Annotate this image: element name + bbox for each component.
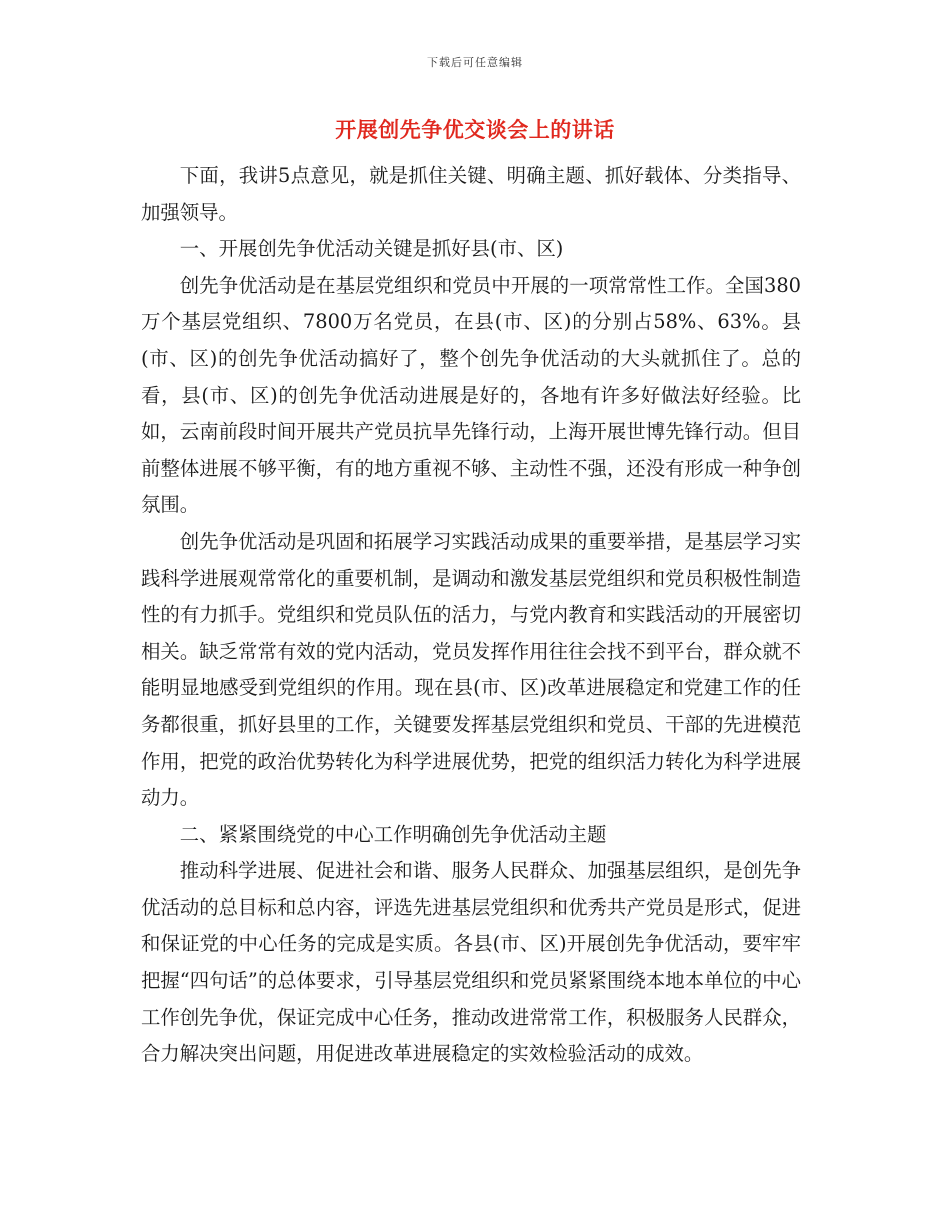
page-title: 开展创先争优交谈会上的讲话 [335, 118, 615, 142]
section-heading-1: 一、开展创先争优活动关键是抓好县(市、区) [179, 237, 564, 261]
paragraph-2: 创先争优活动是巩固和拓展学习实践活动成果的重要举措，是基层学习实践科学进展观常常化的重要机制，是调动和激发基层党组织和党员积极性制造性的有力抓手。党组织和党员队伍的活力，与党内教育和实践活动的开展密切相关。缺乏常常有效的党内活动，党员发挥作用往往会找不到平台，群众就不能明显地感受到党组织的作用。现在县(市、区)改革进展稳定和党建工作的任务都很重，抓好县里的工作，关键要发挥基层党组织和党员、干部的先进模范作用，把党的政治优势转化为科学进展优势，把党的组织活力转化为科学进展动力。 [141, 529, 801, 810]
section-heading-2: 二、紧紧围绕党的中心工作明确创先争优活动主题 [179, 822, 607, 846]
paragraph-1: 创先争优活动是在基层党组织和党员中开展的一项常常性工作。全国380万个基层党组织、7800万名党员，在县(市、区)的分别占58%、63%。县(市、区)的创先争优活动搞好了，整个创先争优活动的大头就抓住了。总的看，县(市、区)的创先争优活动进展是好的，各地有许多好做法好经验。比如，云南前段时间开展共产党员抗旱先锋行动，上海开展世博先锋行动。但目前整体进展不够平衡，有的地方重视不够、主动性不强，还没有形成一种争创氛围。 [141, 273, 801, 517]
document-body [141, 158, 801, 1073]
paragraph-intro: 下面，我讲5点意见，就是抓住关键、明确主题、抓好载体、分类指导、加强领导。 [141, 164, 801, 224]
paragraph-3: 推动科学进展、促进社会和谐、服务人民群众、加强基层组织，是创先争优活动的总目标和总内容，评选先进基层党组织和优秀共产党员是形式，促进和保证党的中心任务的完成是实质。各县(市、区)开展创先争优活动，要牢牢把握“四句话”的总体要求，引导基层党组织和党员紧紧围绕本地本单位的中心工作创先争优，保证完成中心任务，推动改进常常工作，积极服务人民群众，合力解决突出问题，用促进改革进展稳定的实效检验活动的成效。 [141, 859, 801, 1066]
header-note: 下载后可任意编辑 [427, 56, 523, 69]
